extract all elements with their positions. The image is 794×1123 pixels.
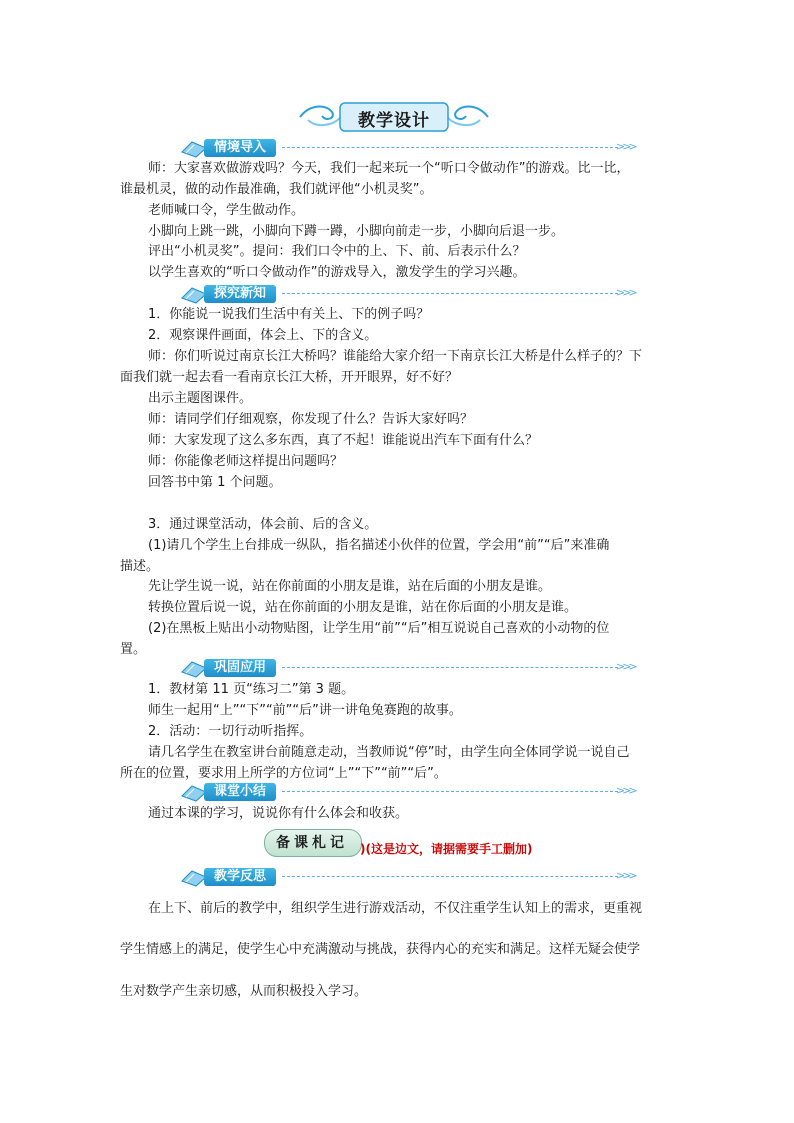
text-line: 所在的位置，要求用上所学的方位词“上”“下”“前”“后”。 <box>120 766 447 781</box>
text-line: 师生一起用“上”“下”“前”“后”讲一讲龟兔赛跑的故事。 <box>148 703 462 718</box>
section-header-practice <box>178 658 638 678</box>
dashed-divider <box>282 147 618 148</box>
section-header-explore <box>178 284 638 304</box>
text-line: 生对数学产生亲切感，从而积极投入学习。 <box>120 984 368 999</box>
dashed-divider <box>282 791 618 792</box>
text-line: 1．教材第 11 页“练习二”第 3 题。 <box>148 682 355 697</box>
text-line: 2．活动：一切行动听指挥。 <box>148 724 313 739</box>
text-line: 描述。 <box>120 559 160 574</box>
lesson-notes-label: 备课札记 <box>276 835 348 851</box>
text-line: 谁最机灵，做的动作最准确，我们就评他“小机灵奖”。 <box>120 182 433 197</box>
text-line: 1．你能说一说我们生活中有关上、下的例子吗？ <box>148 307 430 322</box>
text-line: 师：大家喜欢做游戏吗？今天，我们一起来玩一个“听口令做动作”的游戏。比一比， <box>148 161 630 176</box>
dashed-divider <box>282 293 618 294</box>
section-title-summary: 课堂小结 <box>204 783 276 801</box>
lesson-notes-badge <box>264 829 360 855</box>
text-line: 师：你能像老师这样提出问题吗？ <box>148 454 344 469</box>
dashed-divider <box>282 876 618 877</box>
dashed-divider <box>282 667 618 668</box>
text-line: 小脚向上跳一跳，小脚向下蹲一蹲，小脚向前走一步，小脚向后退一步。 <box>148 224 565 239</box>
text-line: 评出“小机灵奖”。提问：我们口令中的上、下、前、后表示什么？ <box>148 244 526 259</box>
section-title-intro: 情境导入 <box>204 139 276 157</box>
text-line: 转换位置后说一说，站在你前面的小朋友是谁，站在你后面的小朋友是谁。 <box>148 600 578 615</box>
text-line: 通过本课的学习，说说你有什么体会和收获。 <box>148 806 409 821</box>
text-line: 3．通过课堂活动，体会前、后的含义。 <box>148 517 378 532</box>
text-line: 师：你们听说过南京长江大桥吗？谁能给大家介绍一下南京长江大桥是什么样子的？下 <box>148 349 643 364</box>
text-line: 以学生喜欢的“听口令做动作”的游戏导入，激发学生的学习兴趣。 <box>148 265 526 280</box>
text-line: 置。 <box>120 642 147 657</box>
text-line: (2)在黑板上贴出小动物贴图，让学生用“前”“后”相互说说自己喜欢的小动物的位 <box>148 621 610 636</box>
text-line: 师：请同学们仔细观察，你发现了什么？告诉大家好吗？ <box>148 412 474 427</box>
section-title-explore: 探究新知 <box>204 285 276 303</box>
text-line: 师：大家发现了这么多东西，真了不起！谁能说出汽车下面有什么？ <box>148 433 539 448</box>
text-line: 在上下、前后的教学中，组织学生进行游戏活动，不仅注重学生认知上的需求，更重视 <box>148 901 643 916</box>
section-title-practice: 巩固应用 <box>204 659 276 677</box>
text-line: 2．观察课件画面，体会上、下的含义。 <box>148 328 378 343</box>
margin-note-hint: )(这是边文，请据需要手工删加) <box>360 842 533 856</box>
text-line: 面我们就一起去看一看南京长江大桥，开开眼界，好不好？ <box>120 370 459 385</box>
chevron-right-icon: >>> <box>616 140 635 153</box>
section-title-reflection: 教学反思 <box>204 868 276 886</box>
title-banner <box>296 100 492 134</box>
section-header-intro <box>178 138 638 158</box>
chevron-right-icon: >>> <box>616 286 635 299</box>
text-line: 学生情感上的满足，使学生心中充满激动与挑战，获得内心的充实和满足。这样无疑会使学 <box>120 942 641 957</box>
page-title: 教学设计 <box>358 111 430 131</box>
chevron-right-icon: >>> <box>616 869 635 882</box>
section-header-summary <box>178 782 638 802</box>
chevron-right-icon: >>> <box>616 784 635 797</box>
section-header-reflection <box>178 867 638 887</box>
text-line: 老师喊口令，学生做动作。 <box>148 203 305 218</box>
text-line: 请几名学生在教室讲台前随意走动，当教师说“停”时，由学生向全体同学说一说自己 <box>148 745 630 760</box>
text-line: 回答书中第 1 个问题。 <box>148 475 282 490</box>
text-line: 出示主题图课件。 <box>148 391 253 406</box>
text-line: 先让学生说一说，站在你前面的小朋友是谁，站在后面的小朋友是谁。 <box>148 579 552 594</box>
chevron-right-icon: >>> <box>616 660 635 673</box>
text-line: (1)请几个学生上台排成一纵队，指名描述小伙伴的位置，学会用“前”“后”来准确 <box>148 538 610 553</box>
